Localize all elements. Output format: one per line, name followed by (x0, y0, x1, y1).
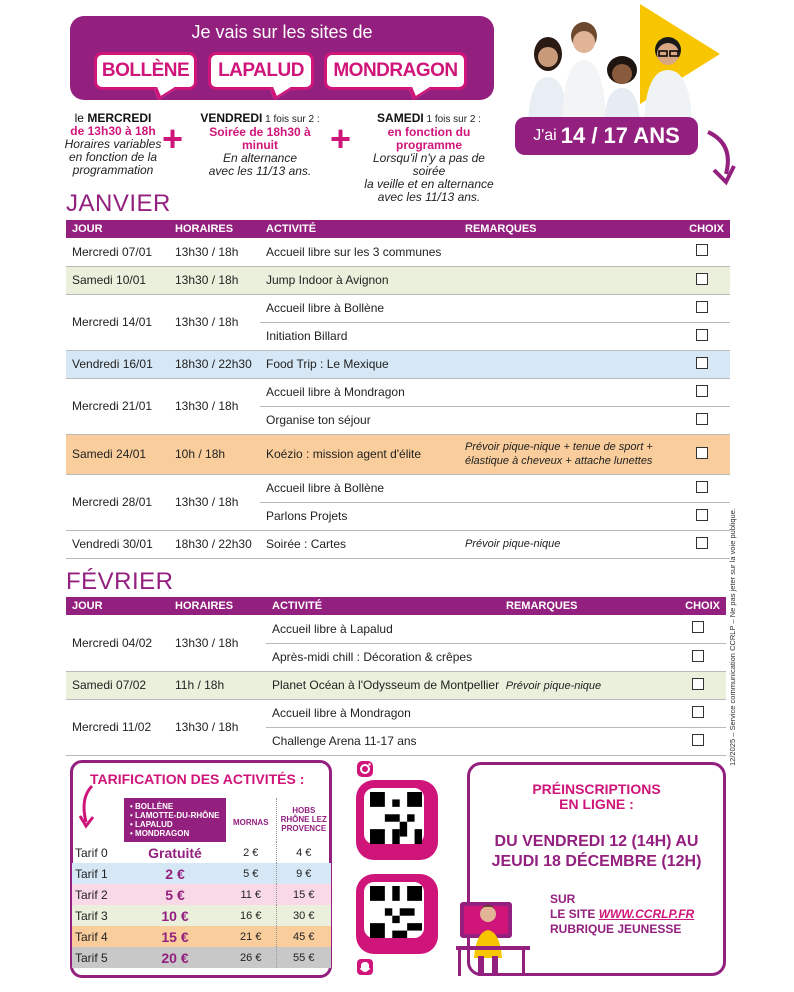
tarif-row: Tarif 3 10 € 16 € 30 € (72, 905, 331, 926)
choice-checkbox[interactable] (696, 481, 708, 493)
tarif-row: Tarif 1 2 € 5 € 9 € (72, 863, 331, 884)
town-mondragon: MONDRAGON (324, 52, 467, 90)
snapchat-icon (356, 958, 374, 976)
table-row: Initiation Billard (66, 322, 730, 350)
schedule-saturday: SAMEDI 1 fois sur 2 : en fonction du programme Lorsqu'il n'y a pas de soirée la veille et en alternance avec les 11/13 ans. (364, 111, 494, 204)
month-title-fevrier: FÉVRIER (66, 568, 174, 595)
table-row: Samedi 24/01 10h / 18h Koézio : mission agent d'élite Prévoir pique-nique + tenue de sport + élastique à cheveux + attache lunettes (66, 434, 730, 474)
choice-checkbox[interactable] (696, 413, 708, 425)
table-row: Organise ton séjour (66, 406, 730, 434)
table-row: Après-midi chill : Décoration & crêpes (66, 643, 726, 671)
town-bollene: BOLLÈNE (94, 52, 197, 90)
table-row: Parlons Projets (66, 502, 730, 530)
table-row: Mercredi 07/01 13h30 / 18h Accueil libre sur les 3 communes (66, 238, 730, 266)
choice-checkbox[interactable] (696, 301, 708, 313)
tarif-row: Tarif 2 5 € 11 € 15 € (72, 884, 331, 905)
table-row: Samedi 10/01 13h30 / 18h Jump Indoor à Avignon (66, 266, 730, 294)
table-row: Mercredi 21/01 13h30 / 18h Accueil libre à Mondragon (66, 378, 730, 406)
choice-checkbox[interactable] (692, 678, 704, 690)
tarif-row: Tarif 4 15 € 21 € 45 € (72, 926, 331, 947)
choice-checkbox[interactable] (696, 329, 708, 341)
site-link[interactable]: WWW.CCRLP.FR (598, 907, 695, 921)
plus-sign: + (162, 118, 184, 159)
table-header: JOUR HORAIRES ACTIVITÉ REMARQUES CHOIX (66, 220, 730, 238)
schedule-wednesday: le MERCREDI de 13h30 à 18h Horaires variables en fonction de la programmation (64, 111, 162, 177)
choice-checkbox[interactable] (696, 537, 708, 549)
tarif-row: Tarif 5 20 € 26 € 55 € (72, 947, 331, 968)
schedule-friday: VENDREDI 1 fois sur 2 : Soirée de 18h30 à minuit En alternance avec les 11/13 ans. (200, 111, 320, 178)
qr-code-icon[interactable] (364, 882, 424, 938)
computer-user-icon (452, 898, 536, 978)
choice-checkbox[interactable] (692, 621, 704, 633)
age-badge: J'ai 14 / 17 ANS (515, 117, 698, 155)
banner-title: Je vais sur les sites de (191, 22, 373, 42)
preinscription-dates: DU VENDREDI 12 (14H) AU JEUDI 18 DÉCEMBRE (12H) (491, 833, 702, 870)
qr-code-icon[interactable] (364, 788, 424, 844)
choice-checkbox[interactable] (696, 244, 708, 256)
choice-checkbox[interactable] (696, 273, 708, 285)
fevrier-table (66, 597, 726, 756)
choice-checkbox[interactable] (692, 734, 704, 746)
table-row: Mercredi 14/01 13h30 / 18h Accueil libre à Bollène (66, 294, 730, 322)
table-row: Challenge Arena 11-17 ans (66, 727, 726, 755)
choice-checkbox[interactable] (692, 650, 704, 662)
instagram-icon (356, 760, 374, 778)
tarif-row: Tarif 0 Gratuité 2 € 4 € (72, 842, 331, 863)
choice-checkbox[interactable] (696, 447, 708, 459)
preinscription-site: SUR LE SITE WWW.CCRLP.FR RUBRIQUE JEUNESSE (550, 892, 695, 936)
table-row: Mercredi 04/02 13h30 / 18h Accueil libre à Lapalud (66, 615, 726, 643)
table-header: JOUR HORAIRES ACTIVITÉ REMARQUES CHOIX (66, 597, 726, 615)
town-lapalud: LAPALUD (208, 52, 314, 90)
choice-checkbox[interactable] (696, 509, 708, 521)
janvier-table (66, 220, 730, 559)
table-row: Samedi 07/02 11h / 18h Planet Océan à l'Odysseum de Montpellier Prévoir pique-nique (66, 671, 726, 699)
table-row: Vendredi 16/01 18h30 / 22h30 Food Trip : Le Mexique (66, 350, 730, 378)
choice-checkbox[interactable] (692, 706, 704, 718)
month-title-janvier: JANVIER (66, 190, 171, 217)
tarif-header: • BOLLÈNE • LAMOTTE-DU-RHÔNE • LAPALUD • MONDRAGON MORNAS HOBS RHÔNE LEZ PROVENCE (72, 798, 331, 842)
preinscription-title: PRÉINSCRIPTIONS EN LIGNE : (532, 781, 661, 812)
tarif-table (72, 798, 331, 968)
side-note: 12/2025 – Service communication CCRLP – Ne pas jeter sur la voie publique. (728, 508, 737, 766)
curved-arrow-icon (700, 128, 740, 188)
plus-sign: + (330, 118, 352, 159)
choice-checkbox[interactable] (696, 385, 708, 397)
table-row: Mercredi 11/02 13h30 / 18h Accueil libre à Mondragon (66, 699, 726, 727)
choice-checkbox[interactable] (696, 357, 708, 369)
table-row: Mercredi 28/01 13h30 / 18h Accueil libre à Bollène (66, 474, 730, 502)
tarif-title: TARIFICATION DES ACTIVITÉS : (90, 771, 305, 787)
teens-photo (520, 22, 710, 122)
table-row: Vendredi 30/01 18h30 / 22h30 Soirée : Cartes Prévoir pique-nique (66, 530, 730, 558)
